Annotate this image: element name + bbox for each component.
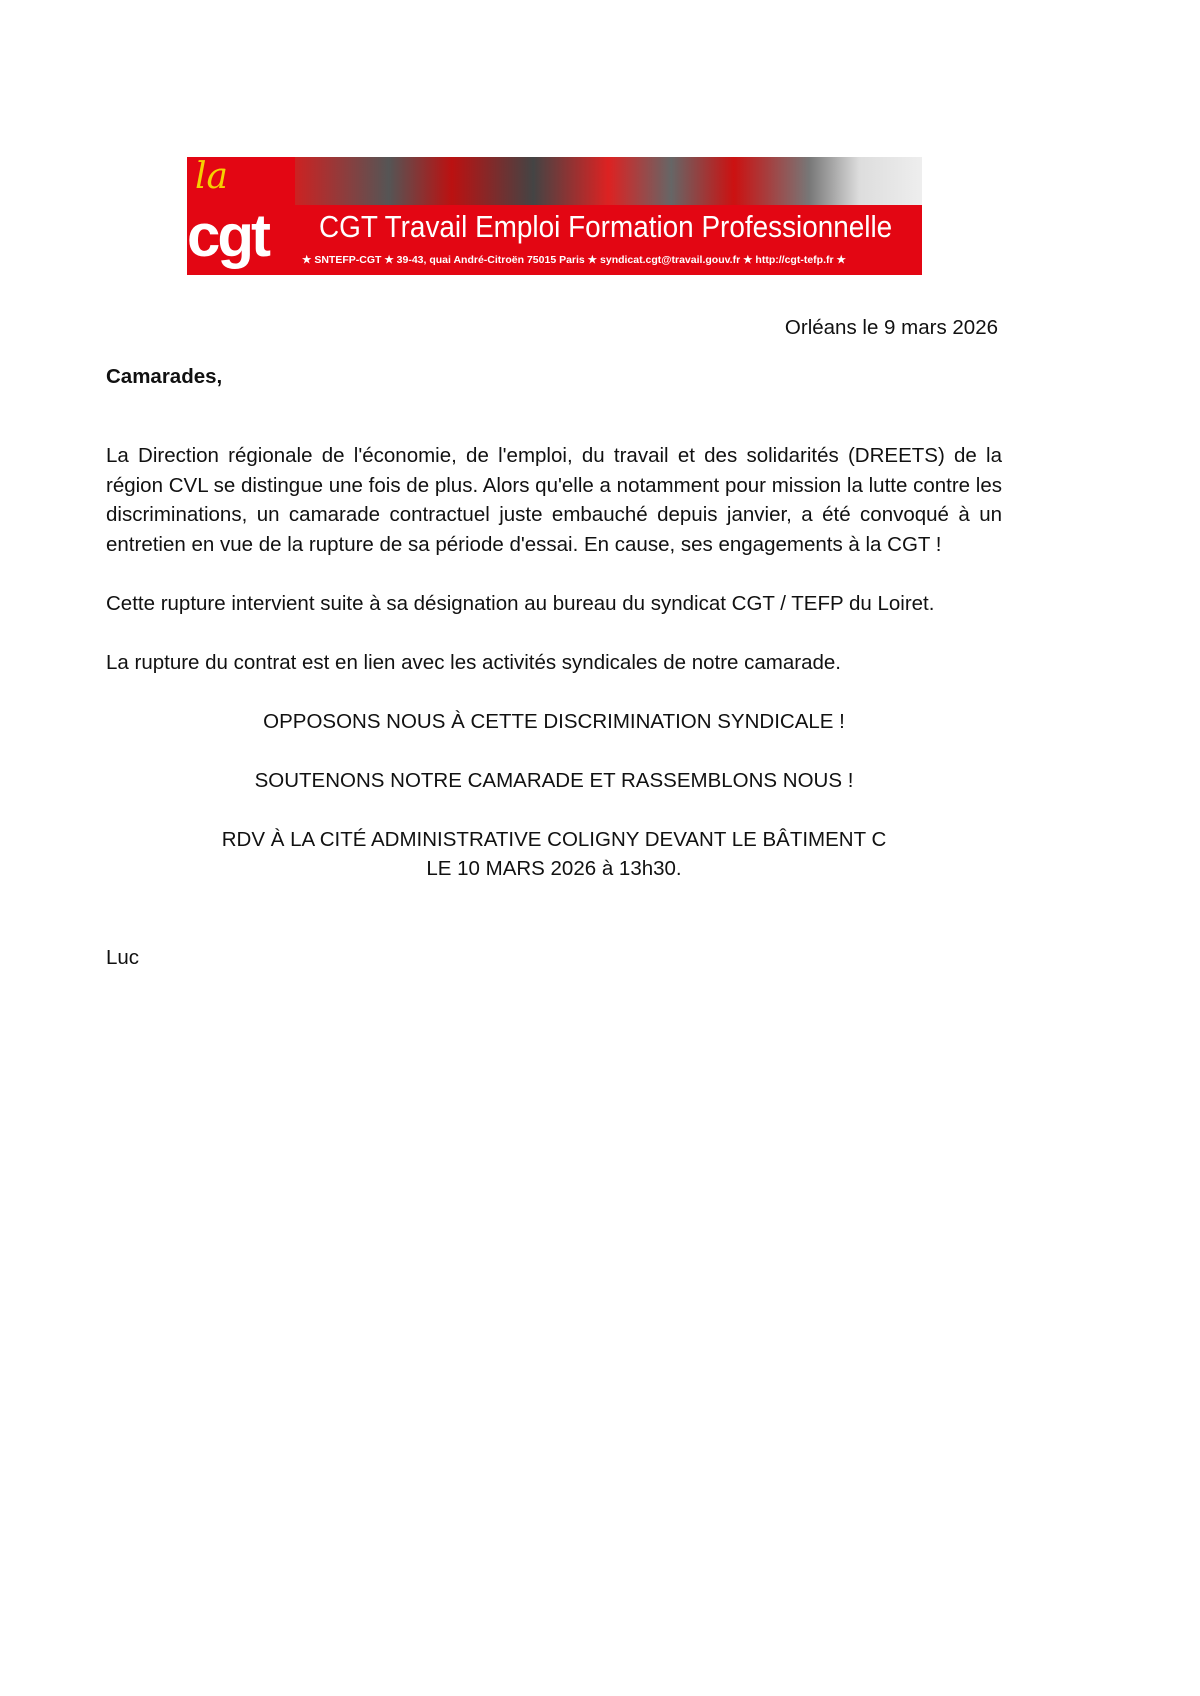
greeting: Camarades, bbox=[106, 365, 223, 388]
call-2: SOUTENONS NOTRE CAMARADE ET RASSEMBLONS NOUS ! bbox=[254, 768, 854, 792]
paragraph-3: La rupture du contrat est en lien avec les activités syndicales de notre camarade. bbox=[106, 650, 841, 674]
banner-title: CGT Travail Emploi Formation Professionnelle bbox=[319, 209, 893, 244]
letter-body bbox=[106, 313, 1002, 972]
date: Orléans le 9 mars 2026 bbox=[784, 316, 998, 339]
logo-la: la bbox=[195, 157, 228, 197]
cgt-banner-logo bbox=[187, 157, 922, 275]
signature: Luc bbox=[106, 945, 140, 969]
banner-subtitle: ★ SNTEFP-CGT ★ 39-43, quai André-Citroën 75015 Paris ★ syndicat.cgt@travail.gouv.fr ★ http://cgt-tefp.fr ★ bbox=[302, 254, 846, 266]
rdv-line-1: RDV À LA CITÉ ADMINISTRATIVE COLIGNY DEVANT LE BÂTIMENT C bbox=[221, 827, 887, 851]
logo-cgt: cgt bbox=[187, 203, 268, 269]
banner-photo bbox=[295, 157, 922, 205]
call-1: OPPOSONS NOUS À CETTE DISCRIMINATION SYNDICALE ! bbox=[263, 709, 845, 733]
paragraph-1: La Direction régionale de l'économie, de l'emploi, du travail et des solidarités (DREETS) de la région CVL se distingue une fois de plus. Alors qu'elle a notamment pour mission la lutte contre les discriminations, un camarade contractuel juste embauché depuis janvier, a été convoqué à un entretien en vue de la rupture de sa période d'essai. En cause, ses engagements à la CGT ! bbox=[106, 444, 1002, 556]
rdv-line-2: LE 10 MARS 2026 à 13h30. bbox=[426, 857, 682, 880]
paragraph-2: Cette rupture intervient suite à sa désignation au bureau du syndicat CGT / TEFP du Loiret. bbox=[106, 591, 935, 615]
